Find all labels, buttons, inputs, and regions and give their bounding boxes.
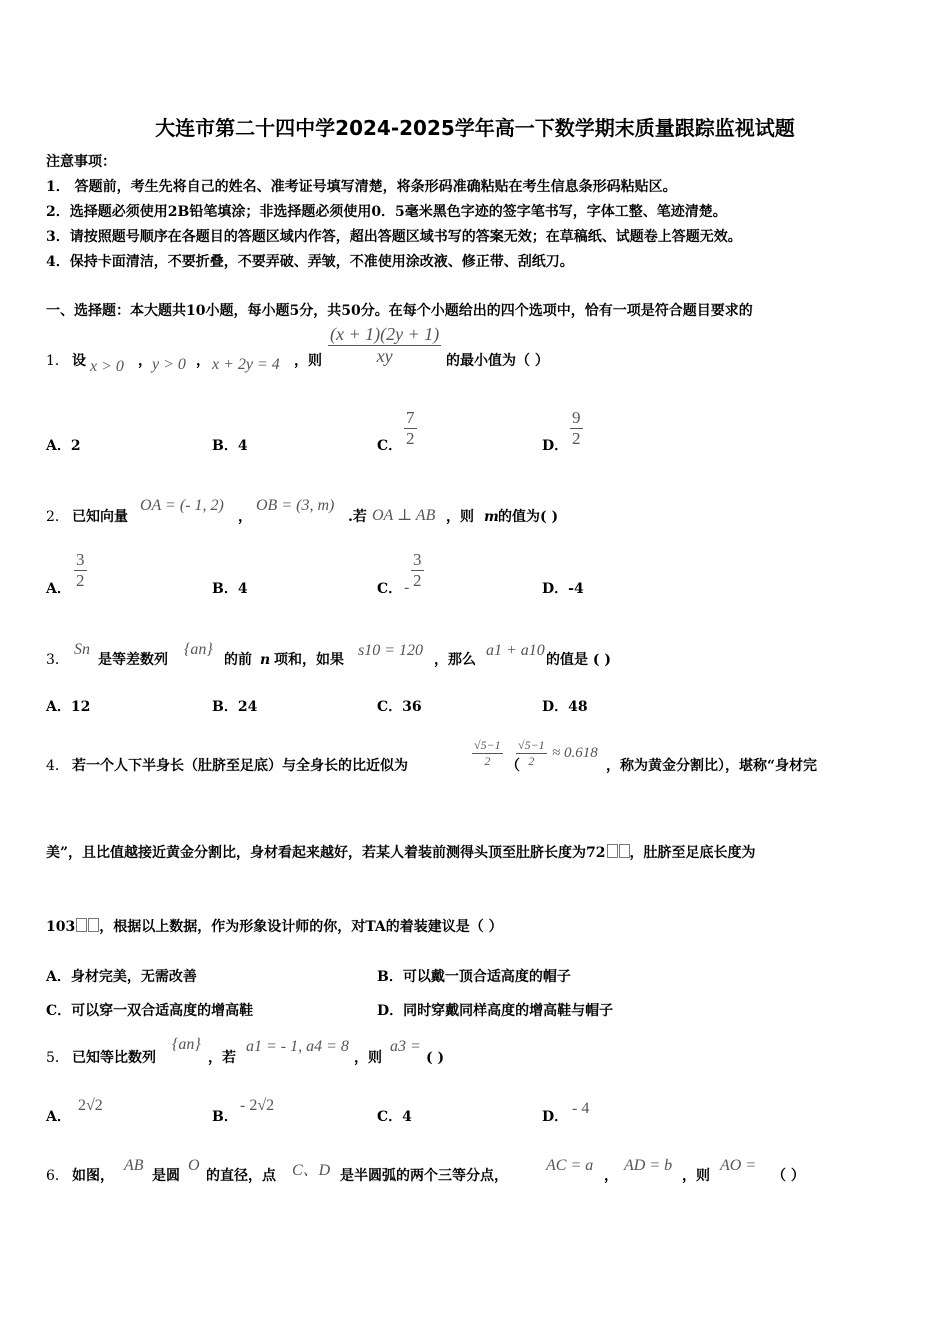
q1-option-a[interactable]: A．2 xyxy=(46,438,81,454)
q1-cond2: y > 0 xyxy=(152,356,186,373)
q6-text2: 是圆 xyxy=(152,1168,180,1184)
q3-sn: Sn xyxy=(74,641,90,658)
q3-sum: a1 + a10 xyxy=(486,642,545,659)
q2-oa: OA = (- 1, 2) xyxy=(140,497,224,514)
q2-option-c[interactable]: C． xyxy=(377,581,403,597)
q2-option-b[interactable]: B．4 xyxy=(212,581,248,597)
q6-ad: AD = b xyxy=(624,1157,673,1174)
q6-cd: C、D xyxy=(292,1162,331,1179)
q6-text3: 的直径，点 xyxy=(206,1168,276,1184)
q1-then: ，则 xyxy=(294,353,322,369)
q5-an: {an} xyxy=(172,1036,201,1053)
q4-line2 xyxy=(46,843,756,863)
q4-line2-text: 美”，且比值越接近黄金分割比，身材看起来越好，若某人着装前测得头顶至肚脐长度为72 xyxy=(46,845,606,861)
q5-text3: ，则 xyxy=(354,1050,382,1066)
q1-c-frac xyxy=(404,408,417,449)
q5-a-value: 2√2 xyxy=(78,1097,103,1114)
q5-text2: ，若 xyxy=(208,1050,236,1066)
q1-option-b[interactable]: B．4 xyxy=(212,438,248,454)
q2-ob: OB = (3, m) xyxy=(256,497,335,514)
q6-o: O xyxy=(188,1157,200,1174)
q1-cond1: x > 0 xyxy=(90,358,124,375)
frac-num: 3 xyxy=(76,550,85,569)
q4-option-b[interactable]: B．可以戴一顶合适高度的帽子 xyxy=(377,969,571,985)
q6-text1: 如图， xyxy=(72,1168,114,1184)
q4-option-d[interactable]: D．同时穿戴同样高度的增高鞋与帽子 xyxy=(377,1003,614,1019)
comma: ， xyxy=(196,353,210,369)
q3-option-a[interactable]: A．12 xyxy=(46,699,91,715)
q2-option-a[interactable]: A． xyxy=(46,581,71,597)
q3-option-c[interactable]: C．36 xyxy=(377,699,422,715)
q4-number: 4． xyxy=(46,758,69,774)
page-title: 大连市第二十四中学2024-2025学年高一下数学期末质量跟踪监视试题 xyxy=(155,116,795,140)
blank-box-icon xyxy=(619,844,630,858)
blank-box-icon xyxy=(607,844,618,858)
q1-cond3: x + 2y = 4 xyxy=(212,356,280,373)
q5-text1: 已知等比数列 xyxy=(72,1050,156,1066)
frac-num: √5−1 xyxy=(474,738,501,752)
q5-a3: a3 = xyxy=(390,1038,421,1055)
q4-frac2 xyxy=(516,738,547,769)
q6-ao: AO = xyxy=(720,1157,757,1174)
q5-cond: a1 = - 1, a4 = 8 xyxy=(246,1038,349,1055)
q6-text5: ，则 xyxy=(682,1168,710,1184)
notice-item: 3．请按照题号顺序在各题目的答题区域内作答，超出答题区域书写的答案无效；在草稿纸、试题卷上答题无效。 xyxy=(46,229,742,245)
frac-num: √5−1 xyxy=(518,738,545,752)
q2-text: 已知向量 xyxy=(72,509,128,525)
q1-frac-num: (x + 1)(2y + 1) xyxy=(330,324,440,344)
q2-c-neg: - xyxy=(404,579,410,596)
blank-box-icon xyxy=(76,918,87,932)
q1-option-c[interactable]: C． xyxy=(377,438,403,454)
q1-text: 设 xyxy=(72,353,86,369)
q6-number: 6． xyxy=(46,1168,69,1184)
q4-line3a-text: 103 xyxy=(46,919,76,935)
q1-number: 1． xyxy=(46,353,69,369)
notice-item: 2．选择题必须使用2B铅笔填涂；非选择题必须使用0．5毫米黑色字迹的签字笔书写，字体工整、笔迹清楚。 xyxy=(46,204,727,220)
frac-den: 2 xyxy=(516,753,547,769)
notice-item: 1． 答题前，考生先将自己的姓名、准考证号填写清楚，将条形码准确粘贴在考生信息条形码粘贴区。 xyxy=(46,179,677,195)
q3-text2: 的前 xyxy=(224,652,252,668)
q2-post2: 的值为( ) xyxy=(498,509,559,525)
frac-den: 2 xyxy=(472,753,503,769)
q3-n: n xyxy=(260,652,271,668)
q3-s10: s10 = 120 xyxy=(358,642,424,659)
comma: ， xyxy=(604,1168,618,1184)
frac-den: 2 xyxy=(406,429,415,448)
frac-num: 3 xyxy=(413,550,422,569)
q4-option-c[interactable]: C．可以穿一双合适高度的增高鞋 xyxy=(46,1003,254,1019)
q4-line3b-text: ，根据以上数据，作为形象设计师的你，对TA的着装建议是（ ） xyxy=(99,919,503,935)
q4-frac1 xyxy=(472,738,503,769)
q5-d-value: - 4 xyxy=(572,1100,590,1117)
comma: ， xyxy=(138,353,152,369)
q4-option-a[interactable]: A．身材完美，无需改善 xyxy=(46,969,197,985)
q2-perp: OA ⊥ AB xyxy=(372,507,436,524)
q5-number: 5． xyxy=(46,1050,69,1066)
q4-approx: ≈ 0.618 xyxy=(552,745,598,761)
q5-option-d[interactable]: D． xyxy=(542,1109,569,1125)
q5-option-a[interactable]: A． xyxy=(46,1109,71,1125)
q1-option-d[interactable]: D． xyxy=(542,438,569,454)
q2-a-frac xyxy=(74,550,87,591)
notice-heading: 注意事项： xyxy=(46,154,116,170)
notice-item: 4．保持卡面清洁，不要折叠，不要弄破、弄皱，不准使用涂改液、修正带、刮纸刀。 xyxy=(46,254,574,270)
section-heading: 一、选择题：本大题共10小题，每小题5分，共50分。在每个小题给出的四个选项中，恰有一项是符合题目要求的 xyxy=(46,303,753,319)
frac-num: 7 xyxy=(406,408,415,427)
q3-option-b[interactable]: B．24 xyxy=(212,699,258,715)
q6-ac: AC = a xyxy=(546,1157,594,1174)
q2-c-frac xyxy=(411,550,424,591)
frac-den: 2 xyxy=(413,571,422,590)
blank-box-icon xyxy=(88,918,99,932)
q4-text2: ，称为黄金分割比），堪称“身材完 xyxy=(606,758,818,774)
q6-text4: 是半圆弧的两个三等分点， xyxy=(340,1168,508,1184)
q5-text4: ( ) xyxy=(426,1050,445,1066)
q5-b-value: - 2√2 xyxy=(240,1097,275,1114)
q2-number: 2． xyxy=(46,509,69,525)
q3-an: {an} xyxy=(184,641,213,658)
comma: ， xyxy=(238,509,252,525)
q1-post: 的最小值为（ ） xyxy=(446,353,549,369)
frac-den: 2 xyxy=(572,429,581,448)
q4-line2b-text: ，肚脐至足底长度为 xyxy=(629,845,756,861)
q2-option-d[interactable]: D．-4 xyxy=(542,581,584,597)
q2-post1: ，则 xyxy=(446,509,474,525)
q1-fraction xyxy=(328,324,441,367)
q3-number: 3． xyxy=(46,652,69,668)
q3-text4: ，那么 xyxy=(434,652,476,668)
q1-frac-den: xy xyxy=(328,345,441,367)
q5-option-b[interactable]: B． xyxy=(212,1109,238,1125)
frac-num: 9 xyxy=(572,408,581,427)
q4-text1: 若一个人下半身长（肚脐至足底）与全身长的比近似为 xyxy=(72,758,408,774)
q2-m: m xyxy=(484,509,499,525)
q1-d-frac xyxy=(570,408,583,449)
q5-option-c[interactable]: C．4 xyxy=(377,1109,412,1125)
q4-line3 xyxy=(46,917,503,937)
q6-ab: AB xyxy=(124,1157,144,1174)
q6-text6: （ ） xyxy=(772,1168,805,1184)
q2-mid: .若 xyxy=(348,509,367,525)
q4-paren: （ xyxy=(506,758,520,774)
q3-text1: 是等差数列 xyxy=(98,652,168,668)
frac-den: 2 xyxy=(76,571,85,590)
q3-option-d[interactable]: D．48 xyxy=(542,699,588,715)
q3-text5: 的值是 ( ) xyxy=(546,652,611,668)
q3-text3: 项和，如果 xyxy=(274,652,344,668)
